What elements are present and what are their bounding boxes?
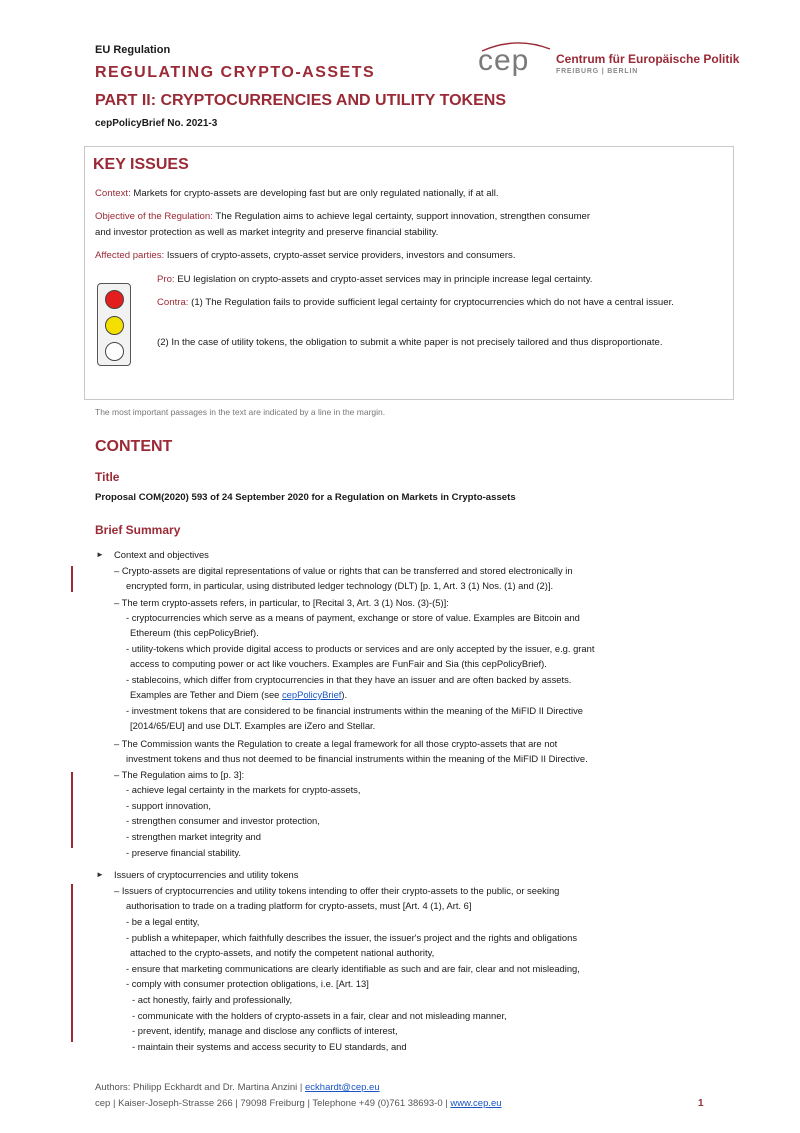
- logo-city: FREIBURG | BERLIN: [556, 68, 639, 75]
- summary-line: [130, 687, 347, 702]
- summary-line: - comply with consumer protection obligations, i.e. [Art. 13]: [126, 978, 369, 989]
- bullet-arrow-icon: ►: [96, 550, 104, 559]
- key-issues-title: KEY ISSUES: [93, 156, 189, 173]
- objective-text-1: The Regulation aims to achieve legal certainty, support innovation, strengthen consumer: [212, 211, 591, 222]
- document-category: EU Regulation: [95, 44, 171, 56]
- summary-line: - prevent, identify, manage and disclose any conflicts of interest,: [132, 1025, 398, 1036]
- author-email-link[interactable]: eckhardt@cep.eu: [305, 1082, 380, 1093]
- content-heading: CONTENT: [95, 438, 173, 455]
- policybrief-link[interactable]: cepPolicyBrief: [281, 689, 342, 700]
- objective-text-2: and investor protection as well as market integrity and preserve financial stability.: [95, 227, 439, 238]
- affected-label: Affected parties:: [95, 250, 165, 261]
- summary-line: investment tokens and thus not deemed to be financial instruments within the meaning of the MiFID II Directive.: [126, 753, 588, 764]
- summary-line: - publish a whitepaper, which faithfully describes the issuer, the issuer's project and the rights and obligations: [126, 932, 578, 943]
- contra-label: Contra:: [157, 297, 189, 308]
- document-subtitle: PART II: CRYPTOCURRENCIES AND UTILITY TOKENS: [95, 92, 506, 109]
- summary-line: - act honestly, fairly and professionally,: [132, 994, 293, 1005]
- title-text: Proposal COM(2020) 593 of 24 September 2020 for a Regulation on Markets in Crypto-assets: [95, 492, 516, 503]
- summary-line: – Crypto-assets are digital representations of value or rights that can be transferred and stored electronically in: [114, 565, 573, 576]
- summary-line: Ethereum (this cepPolicyBrief).: [130, 627, 259, 638]
- document-title: REGULATING CRYPTO-ASSETS: [95, 64, 376, 81]
- authors-text: Authors: Philipp Eckhardt and Dr. Martina Anzini |: [95, 1082, 305, 1093]
- footer-address: [95, 1098, 502, 1109]
- margin-line: [71, 772, 73, 848]
- summary-line: - support innovation,: [126, 800, 211, 811]
- context-paragraph: [95, 186, 707, 202]
- margin-line: [71, 566, 73, 592]
- margin-line: [71, 884, 73, 1042]
- summary-text: Examples are Tether and Diem (see: [130, 689, 282, 700]
- brief-number: cepPolicyBrief No. 2021-3: [95, 118, 218, 129]
- page-number: 1: [698, 1098, 704, 1109]
- summary-line: - maintain their systems and access security to EU standards, and: [132, 1041, 407, 1052]
- summary-line: - achieve legal certainty in the markets for crypto-assets,: [126, 784, 361, 795]
- white-light-icon: [105, 342, 124, 361]
- contra-paragraph-1: [157, 295, 707, 311]
- affected-text: Issuers of crypto-assets, crypto-asset service providers, investors and consumers.: [164, 250, 516, 261]
- traffic-light-icon: [97, 283, 131, 366]
- pro-paragraph: [157, 272, 707, 288]
- summary-line: encrypted form, in particular, using distributed ledger technology (DLT) [p. 1, Art. 3 (1) Nos. (1) and (2)].: [126, 580, 554, 591]
- margin-note: The most important passages in the text are indicated by a line in the margin.: [95, 407, 386, 417]
- objective-paragraph: [95, 209, 707, 241]
- address-text: cep | Kaiser-Joseph-Strasse 266 | 79098 Freiburg | Telephone +49 (0)761 38693-0 |: [95, 1098, 451, 1109]
- objective-label: Objective of the Regulation:: [95, 211, 213, 222]
- cep-logo: [478, 44, 738, 80]
- summary-line: – The Commission wants the Regulation to create a legal framework for all those crypto-assets that are not: [114, 738, 558, 749]
- summary-line: - communicate with the holders of crypto-assets in a fair, clear and not misleading manner,: [132, 1010, 507, 1021]
- title-heading: Title: [95, 470, 120, 484]
- summary-line: – The term crypto-assets refers, in particular, to [Recital 3, Art. 3 (1) Nos. (3)-(5)]:: [114, 597, 449, 608]
- summary-line: – The Regulation aims to [p. 3]:: [114, 769, 245, 780]
- summary-text: ).: [341, 689, 348, 700]
- pro-text: EU legislation on crypto-assets and crypto-asset services may in principle increase legal certainty.: [174, 274, 593, 285]
- red-light-icon: [105, 290, 124, 309]
- summary-line: - strengthen market integrity and: [126, 831, 261, 842]
- context-text: Markets for crypto-assets are developing fast but are only regulated nationally, if at all.: [130, 188, 499, 199]
- summary-line: - preserve financial stability.: [126, 847, 241, 858]
- bullet-arrow-icon: ►: [96, 870, 104, 879]
- summary-line: - ensure that marketing communications are clearly identifiable as such and are fair, clear and not misleading,: [126, 963, 580, 974]
- contra-paragraph-2: (2) In the case of utility tokens, the obligation to submit a white paper is not precisely tailored and thus disproportionate.: [157, 337, 663, 348]
- summary-line: Issuers of cryptocurrencies and utility tokens: [114, 869, 299, 880]
- summary-line: - be a legal entity,: [126, 916, 200, 927]
- summary-line: – Issuers of cryptocurrencies and utility tokens intending to offer their crypto-assets to the public, or seeking: [114, 885, 560, 896]
- yellow-light-icon: [105, 316, 124, 335]
- website-link[interactable]: www.cep.eu: [450, 1098, 502, 1109]
- affected-paragraph: [95, 248, 707, 264]
- summary-line: attached to the crypto-assets, and notify the competent national authority,: [130, 947, 435, 958]
- context-label: Context:: [95, 188, 131, 199]
- summary-line: [2014/65/EU] and use DLT. Examples are iZero and Stellar.: [130, 720, 376, 731]
- summary-line: access to computing power or act like vouchers. Examples are FunFair and Sia (this cepPolicyBrief).: [130, 658, 547, 669]
- summary-line: - cryptocurrencies which serve as a means of payment, exchange or store of value. Examples are Bitcoin and: [126, 612, 580, 623]
- summary-line: Context and objectives: [114, 549, 209, 560]
- pro-label: Pro:: [157, 274, 175, 285]
- summary-line: - stablecoins, which differ from cryptocurrencies in that they have an issuer and are often backed by assets.: [126, 674, 572, 685]
- summary-heading: Brief Summary: [95, 523, 181, 537]
- summary-line: - utility-tokens which provide digital access to products or services and are only accepted by the issuer, e.g. grant: [126, 643, 595, 654]
- summary-line: authorisation to trade on a trading platform for crypto-assets, must [Art. 4 (1), Art. 6]: [126, 900, 472, 911]
- summary-line: - investment tokens that are considered to be financial instruments within the meaning of the MiFID II Directive: [126, 705, 583, 716]
- logo-mark: cep: [478, 44, 530, 77]
- contra-text-1: (1) The Regulation fails to provide sufficient legal certainty for cryptocurrencies which do not have a central issuer.: [188, 297, 674, 308]
- logo-name: Centrum für Europäische Politik: [556, 52, 740, 66]
- summary-line: - strengthen consumer and investor protection,: [126, 815, 320, 826]
- footer-authors: [95, 1082, 380, 1093]
